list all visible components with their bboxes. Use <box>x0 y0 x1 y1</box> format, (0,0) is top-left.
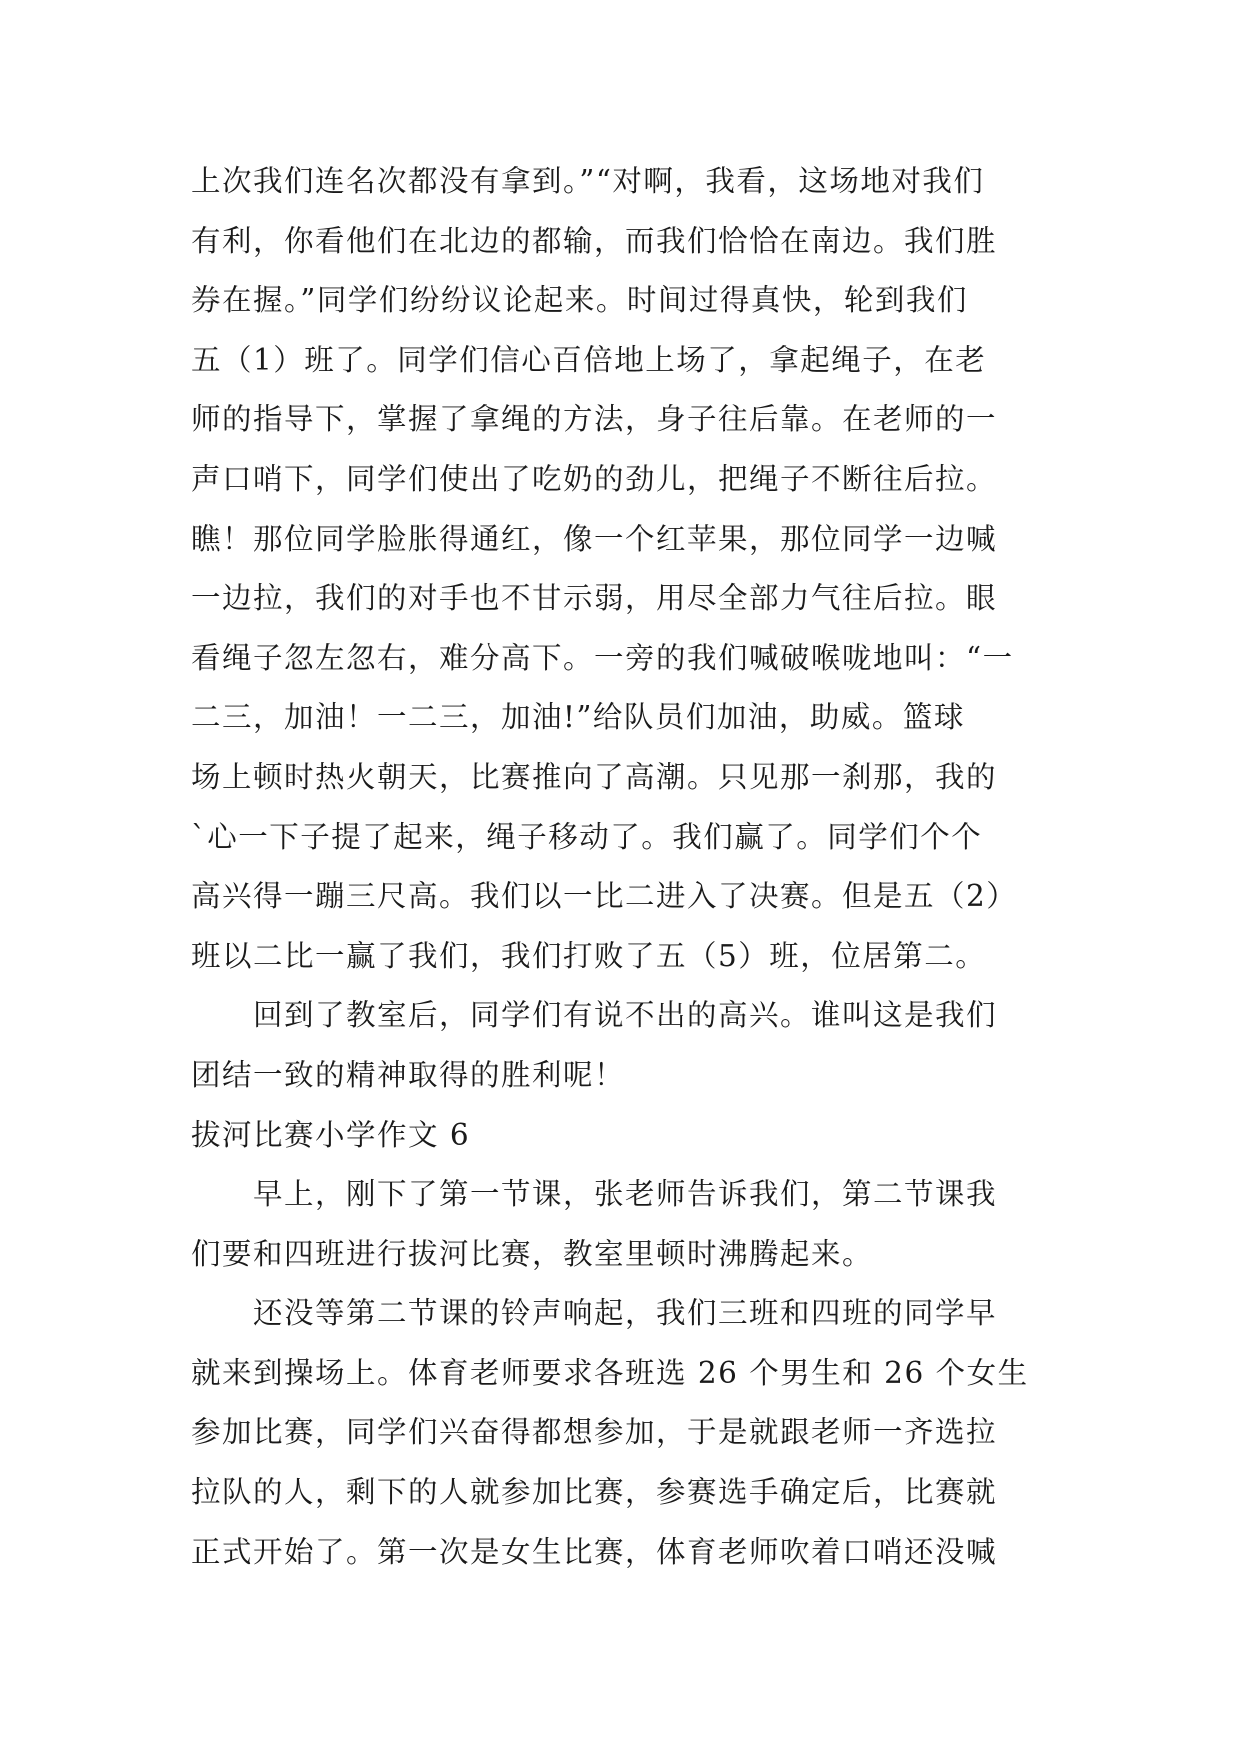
text-line: 上次我们连名次都没有拿到。”“对啊，我看，这场地对我们 <box>191 164 985 198</box>
text-line: 券在握。”同学们纷纷议论起来。时间过得真快，轮到我们 <box>191 283 968 318</box>
text-line: 一边拉，我们的对手也不甘示弱，用尽全部力气往后拉。眼 <box>191 581 998 616</box>
document-body <box>191 152 1051 1582</box>
text-line: 师的指导下，掌握了拿绳的方法，身子往后靠。在老师的一 <box>191 402 998 437</box>
text-line: 五（1）班了。同学们信心百倍地上场了，拿起绳子，在老 <box>191 342 987 377</box>
text-line: 拉队的人，剩下的人就参加比赛，参赛选手确定后，比赛就 <box>191 1475 998 1510</box>
text-line: 们要和四班进行拔河比赛，教室里顿时沸腾起来。 <box>191 1236 874 1271</box>
section-heading: 拔河比赛小学作文 6 <box>191 1117 471 1152</box>
text-line: 瞧！那位同学脸胀得通红，像一个红苹果，那位同学一边喊 <box>191 521 998 556</box>
text-line: 班以二比一赢了我们，我们打败了五（5）班，位居第二。 <box>191 938 987 973</box>
text-line: 有利，你看他们在北边的都输，而我们恰恰在南边。我们胜 <box>191 223 998 258</box>
text-line: 团结一致的精神取得的胜利呢！ <box>191 1057 626 1092</box>
text-line: 参加比赛，同学们兴奋得都想参加，于是就跟老师一齐选拉 <box>191 1415 998 1450</box>
text-line: 正式开始了。第一次是女生比赛，体育老师吹着口哨还没喊 <box>191 1534 998 1569</box>
paragraph-first-line: 早上，刚下了第一节课，张老师告诉我们，第二节课我 <box>253 1177 998 1212</box>
text-line: 声口哨下，同学们使出了吃奶的劲儿，把绳子不断往后拉。 <box>191 461 998 496</box>
text-line: 二三，加油！一二三，加油!”给队员们加油，助威。篮球 <box>191 700 965 735</box>
paragraph-first-line: 还没等第二节课的铃声响起，我们三班和四班的同学早 <box>253 1296 998 1331</box>
text-line: 看绳子忽左忽右，难分高下。一旁的我们喊破喉咙地叫：“一 <box>191 640 1014 675</box>
paragraph-first-line: 回到了教室后，同学们有说不出的高兴。谁叫这是我们 <box>253 998 998 1033</box>
text-line: `心一下子提了起来，绳子移动了。我们赢了。同学们个个 <box>191 819 983 854</box>
text-line: 场上顿时热火朝天，比赛推向了高潮。只见那一刹那，我的 <box>191 759 998 794</box>
text-line: 就来到操场上。体育老师要求各班选 26 个男生和 26 个女生 <box>191 1355 1029 1390</box>
text-line: 高兴得一蹦三尺高。我们以一比二进入了决赛。但是五（2） <box>191 879 1018 914</box>
